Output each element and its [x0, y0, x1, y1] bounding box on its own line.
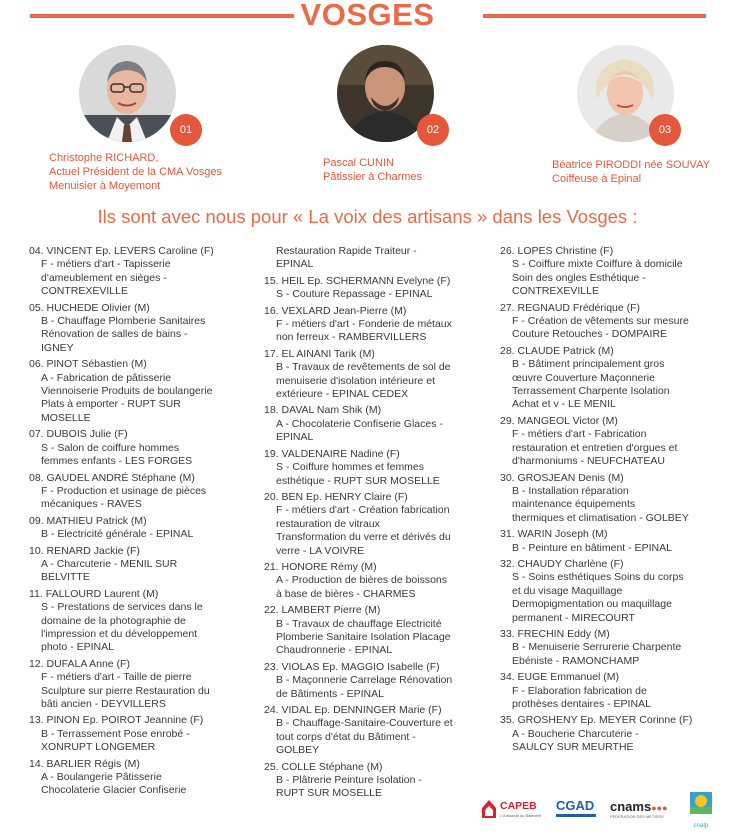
portrait-photo-1: [79, 45, 176, 142]
artisan-entry: [264, 761, 484, 801]
artisan-detail-line: Couture Retouches - DOMPAIRE: [512, 328, 668, 341]
artisan-entry: [264, 348, 484, 402]
number-badge-3: 03: [649, 114, 681, 146]
partner-logos: [476, 788, 726, 828]
artisan-name: 05. HUCHEDE Olivier (M): [29, 301, 150, 314]
artisan-entry: [500, 415, 720, 469]
representative-line: Pascal CUNIN: [323, 157, 394, 169]
artisan-entry: [264, 404, 484, 444]
artisan-detail-line: EPINAL: [276, 431, 314, 444]
artisan-detail-line: non ferreux - RAMBERVILLERS: [276, 331, 427, 344]
artisan-entry: [29, 472, 259, 512]
artisan-detail-line: Chocolaterie Glacier Confiserie: [41, 784, 187, 797]
section-subtitle: Ils sont avec nous pour « La voix des artisans » dans les Vosges :: [97, 206, 638, 227]
artisan-detail-line: A - Fabrication de pâtisserie: [41, 371, 172, 384]
artisan-name: 29. MANGEOL Victor (M): [500, 414, 618, 427]
artisan-entry: [264, 448, 484, 488]
artisan-detail-line: B - Chauffage Plomberie Sanitaires: [41, 315, 206, 328]
artisan-detail-line: S - Couture Repassage - EPINAL: [276, 288, 433, 301]
artisan-detail-line: et du visage Maquillage: [512, 584, 623, 597]
capeb-tagline: L'Artisanat du Bâtiment: [500, 813, 542, 818]
artisan-detail-line: F - Elaboration fabrication de: [512, 684, 647, 697]
representative-caption-2: [323, 156, 422, 184]
artisan-detail-line: B - Travaux de chauffage Electricité: [276, 617, 442, 630]
cnams-tagline: FÉDÉRATION DES MÉTIERS: [610, 814, 664, 819]
artisan-name: 12. DUFALA Anne (F): [29, 657, 130, 670]
artisan-detail-line: S - Salon de coiffure hommes: [41, 441, 180, 454]
artisan-entry: [500, 245, 720, 299]
representative-line: Béatrice PIRODDI née SOUVAY: [552, 159, 710, 171]
artisan-detail-line: mécaniques - RAVES: [41, 498, 142, 511]
artisan-name: 26. LOPES Christine (F): [500, 245, 614, 257]
artisan-name: 06. PINOT Sébastien (M): [29, 358, 147, 371]
artisan-detail-line: B - Installation réparation: [512, 484, 629, 497]
artisan-detail-line: permanent - MIRECOURT: [512, 611, 635, 624]
artisan-name: 07. DUBOIS Julie (F): [29, 428, 128, 441]
artisan-detail-line: œuvre Couverture Maçonnerie: [512, 371, 655, 384]
header: [0, 0, 735, 40]
artisan-column-3: [500, 245, 720, 758]
artisan-detail-line: A - Production de bières de boissons: [276, 574, 448, 587]
artisan-detail-line: Plomberie Sanitaire Isolation Placage: [276, 630, 451, 643]
artisan-entry: [29, 545, 259, 585]
artisan-detail-line: à base de bières - CHARMES: [276, 587, 416, 600]
artisan-entry: [264, 245, 484, 272]
artisan-entry: [29, 358, 259, 425]
capeb-logo: [480, 796, 542, 824]
artisan-name: 22. LAMBERT Pierre (M): [264, 604, 381, 617]
artisan-detail-line: Achat et v - LE MENIL: [512, 398, 616, 411]
artisan-column-2: [264, 245, 484, 804]
artisan-detail-line: F - métiers d'art - Fonderie de métaux: [276, 318, 452, 331]
representative-line: Menuisier à Moyemont: [49, 180, 161, 192]
artisan-detail-line: thermiques et climatisation - GOLBEY: [512, 511, 689, 524]
artisan-detail-line: photo - EPINAL: [41, 641, 114, 654]
artisan-detail-line: A - Charcuterie - MENIL SUR: [41, 557, 178, 570]
cnatp-logo-text: cnatp: [693, 823, 709, 829]
artisan-detail-line: F - Création de vêtements sur mesure: [512, 315, 689, 328]
artisan-name: 24. VIDAL Ep. DENNINGER Marie (F): [264, 704, 442, 716]
artisan-name: 18. DAVAL Nam Shik (M): [264, 404, 382, 417]
artisan-entry: [264, 305, 484, 345]
artisan-column-1: [29, 245, 259, 801]
artisan-detail-line: B - Terrassement Pose enrobé -: [41, 727, 190, 740]
artisan-name: 10. RENARD Jackie (F): [29, 544, 140, 557]
artisan-detail-line: B - Peinture en bâtiment - EPINAL: [512, 541, 672, 554]
artisan-detail-line: F - métiers d'art - Taille de pierre: [41, 671, 192, 684]
artisan-entry: [500, 302, 720, 342]
artisan-entry: [500, 671, 720, 711]
artisan-name: 15. HEIL Ep. SCHERMANN Evelyne (F): [264, 274, 451, 287]
artisan-name: 23. VIOLAS Ep. MAGGIO Isabelle (F): [264, 660, 440, 673]
artisan-detail-line: Restauration Rapide Traiteur -: [276, 245, 417, 257]
artisan-detail-line: B - Maçonnerie Carrelage Rénovation: [276, 674, 453, 687]
artisan-detail-line: Soin des ongles Esthétique -: [512, 271, 646, 284]
artisan-entry: [29, 245, 259, 299]
artisan-detail-line: BELVITTE: [41, 571, 90, 584]
artisan-name: 35. GROSHENY Ep. MEYER Corinne (F): [500, 714, 693, 727]
artisan-detail-line: l'impression et du développement: [41, 627, 198, 640]
artisan-name: 09. MATHIEU Patrick (M): [29, 514, 147, 527]
artisan-detail-line: prothèses dentaires - EPINAL: [512, 698, 651, 710]
artisan-name: 34. EUGE Emmanuel (M): [500, 671, 620, 684]
artisan-entry: [29, 714, 259, 754]
artisan-detail-line: S - Coiffure hommes et femmes: [276, 461, 425, 474]
artisan-detail-line: Plats à emporter - RUPT SUR: [41, 398, 181, 411]
artisan-entry: [500, 528, 720, 555]
artisan-entry: [500, 472, 720, 526]
artisan-detail-line: F - métiers d'art - Fabrication: [512, 428, 647, 441]
artisan-detail-line: CONTREXEVILLE: [41, 285, 128, 298]
artisan-entry: [264, 604, 484, 658]
artisan-detail-line: S - Coiffure mixte Coiffure à domicile: [512, 258, 683, 271]
artisan-detail-line: IGNEY: [41, 341, 74, 354]
artisan-detail-line: d'harmoniums - NEUFCHATEAU: [512, 455, 665, 468]
artisan-detail-line: Chaudronnerie - EPINAL: [276, 644, 393, 657]
representative-line: Coiffeuse à Epinal: [552, 173, 642, 185]
cnams-logo-text: [610, 799, 682, 814]
artisan-entry: [500, 345, 720, 412]
representative-caption-1: [49, 151, 222, 193]
artisan-name: 28. CLAUDE Patrick (M): [500, 344, 614, 357]
artisan-detail-line: B - Menuiserie Serrurerie Charpente: [512, 641, 682, 654]
artisan-detail-line: femmes enfants - LES FORGES: [41, 455, 193, 468]
artisan-entry: [29, 302, 259, 356]
artisan-detail-line: restauration et entretien d'orgues et: [512, 441, 678, 454]
artisan-detail-line: RUPT SUR MOSELLE: [276, 787, 382, 800]
artisan-name: 16. VEXLARD Jean-Pierre (M): [264, 304, 407, 317]
artisan-name: 19. VALDENAIRE Nadine (F): [264, 447, 400, 460]
artisan-entry: [29, 428, 259, 468]
artisan-detail-line: Sculpture sur pierre Restauration du: [41, 684, 210, 697]
artisan-detail-line: Terrassement Charpente Isolation: [512, 385, 670, 398]
cnatp-logo: [686, 788, 718, 828]
artisan-name: 14. BARLIER Régis (M): [29, 757, 140, 770]
artisan-detail-line: B - Chauffage-Sanitaire-Couverture et: [276, 717, 453, 730]
artisan-detail-line: menuiserie d'isolation intérieure et: [276, 374, 436, 387]
artisan-detail-line: Ebéniste - RAMONCHAMP: [512, 654, 640, 667]
artisan-detail-line: B - Electricité générale - EPINAL: [41, 528, 194, 541]
artisan-detail-line: verre - LA VOIVRE: [276, 544, 365, 557]
artisan-entry: [500, 628, 720, 668]
artisan-detail-line: EPINAL: [276, 258, 314, 271]
artisan-detail-line: XONRUPT LONGEMER: [41, 741, 156, 754]
page-title: VOSGES: [300, 0, 435, 32]
artisan-name: 11. FALLOURD Laurent (M): [29, 587, 159, 600]
artisan-detail-line: extérieure - EPINAL CEDEX: [276, 388, 409, 401]
representative-caption-3: [552, 158, 710, 186]
artisan-entry: [264, 275, 484, 302]
artisan-name: 25. COLLE Stéphane (M): [264, 760, 383, 773]
artisan-detail-line: Dermopigmentation ou maquillage: [512, 598, 672, 611]
artisan-entry: [264, 561, 484, 601]
cnams-logo-name: cnams: [610, 799, 652, 814]
capeb-logo-text: CAPEB: [500, 800, 537, 812]
cnatp-emblem-icon: [686, 788, 716, 818]
artisan-entry: [500, 558, 720, 625]
artisan-detail-line: A - Chocolaterie Confiserie Glaces -: [276, 417, 443, 430]
artisan-detail-line: Transformation du verre et dérivés du: [276, 531, 451, 544]
artisan-detail-line: B - Plâtrerie Peinture Isolation -: [276, 774, 422, 787]
artisan-name: 21. HONORE Rémy (M): [264, 560, 377, 573]
artisan-name: 04. VINCENT Ep. LEVERS Caroline (F): [29, 245, 214, 257]
artisan-detail-line: A - Boulangerie Pâtisserie: [41, 771, 162, 784]
artisan-detail-line: GOLBEY: [276, 744, 320, 757]
artisan-entry: [29, 758, 259, 798]
artisan-detail-line: esthétique - RUPT SUR MOSELLE: [276, 474, 440, 487]
artisan-name: 33. FRECHIN Eddy (M): [500, 627, 610, 640]
artisan-detail-line: domaine de la photographie de: [41, 614, 186, 627]
artisan-name: 31. WARIN Joseph (M): [500, 528, 608, 541]
artisan-detail-line: SAULCY SUR MEURTHE: [512, 741, 634, 754]
number-badge-1: 01: [170, 114, 202, 146]
representative-line: Pâtissier à Charmes: [323, 171, 423, 183]
artisan-detail-line: bâti ancien - DEYVILLERS: [41, 698, 166, 710]
artisan-name: 32. CHAUDY Charlène (F): [500, 557, 624, 570]
artisan-entry: [29, 658, 259, 712]
artisan-entry: [29, 515, 259, 542]
artisan-detail-line: CONTREXEVILLE: [512, 285, 599, 298]
artisan-name: 27. REGNAUD Frédérique (F): [500, 301, 641, 314]
artisan-detail-line: Viennoiserie Produits de boulangerie: [41, 385, 213, 398]
artisan-entry: [29, 588, 259, 655]
capeb-emblem-icon: [480, 798, 498, 820]
artisan-detail-line: S - Prestations de services dans le: [41, 601, 203, 614]
number-badge-2: 02: [417, 114, 449, 146]
artisan-name: 17. EL AINANI Tarik (M): [264, 347, 375, 360]
representative-line: Actuel Président de la CMA Vosges: [49, 166, 223, 178]
cgad-logo-text: CGAD: [556, 798, 595, 813]
artisan-entry: [264, 704, 484, 758]
artisan-detail-line: B - Travaux de revêtements de sol de: [276, 361, 451, 374]
cnams-dots-icon: ●●●: [651, 803, 668, 813]
artisan-detail-line: F - Production et usinage de pièces: [41, 484, 207, 497]
artisan-detail-line: A - Boucherie Charcuterie -: [512, 727, 639, 740]
artisan-name: 20. BEN Ep. HENRY Claire (F): [264, 490, 408, 503]
artisan-name: 13. PINON Ep. POIROT Jeannine (F): [29, 714, 204, 727]
artisan-detail-line: B - Bâtiment principalement gros: [512, 358, 665, 371]
artisan-name: 08. GAUDEL ANDRÉ Stéphane (M): [29, 471, 195, 484]
artisan-detail-line: restauration de vitraux: [276, 517, 380, 530]
artisan-entry: [500, 714, 720, 754]
representative-line: Christophe RICHARD,: [49, 152, 159, 164]
artisan-entry: [264, 661, 484, 701]
cnams-logo: [610, 799, 682, 823]
artisan-detail-line: maintenance équipements: [512, 498, 636, 511]
artisan-detail-line: F - métiers d'art - Création fabrication: [276, 504, 450, 517]
artisan-detail-line: S - Soins esthétiques Soins du corps: [512, 571, 684, 584]
artisan-detail-line: de Bâtiments - EPINAL: [276, 687, 384, 700]
artisan-detail-line: tout corps d'état du Bâtiment -: [276, 730, 416, 743]
artisan-detail-line: d'ameublement en sièges -: [41, 271, 167, 284]
artisan-detail-line: Rénovation de salles de bains -: [41, 328, 188, 341]
artisan-entry: [264, 491, 484, 558]
artisan-detail-line: F - métiers d'art - Tapisserie: [41, 258, 171, 271]
cgad-logo: [556, 798, 606, 822]
artisan-name: 30. GROSJEAN Denis (M): [500, 471, 624, 484]
artisan-detail-line: MOSELLE: [41, 411, 91, 424]
